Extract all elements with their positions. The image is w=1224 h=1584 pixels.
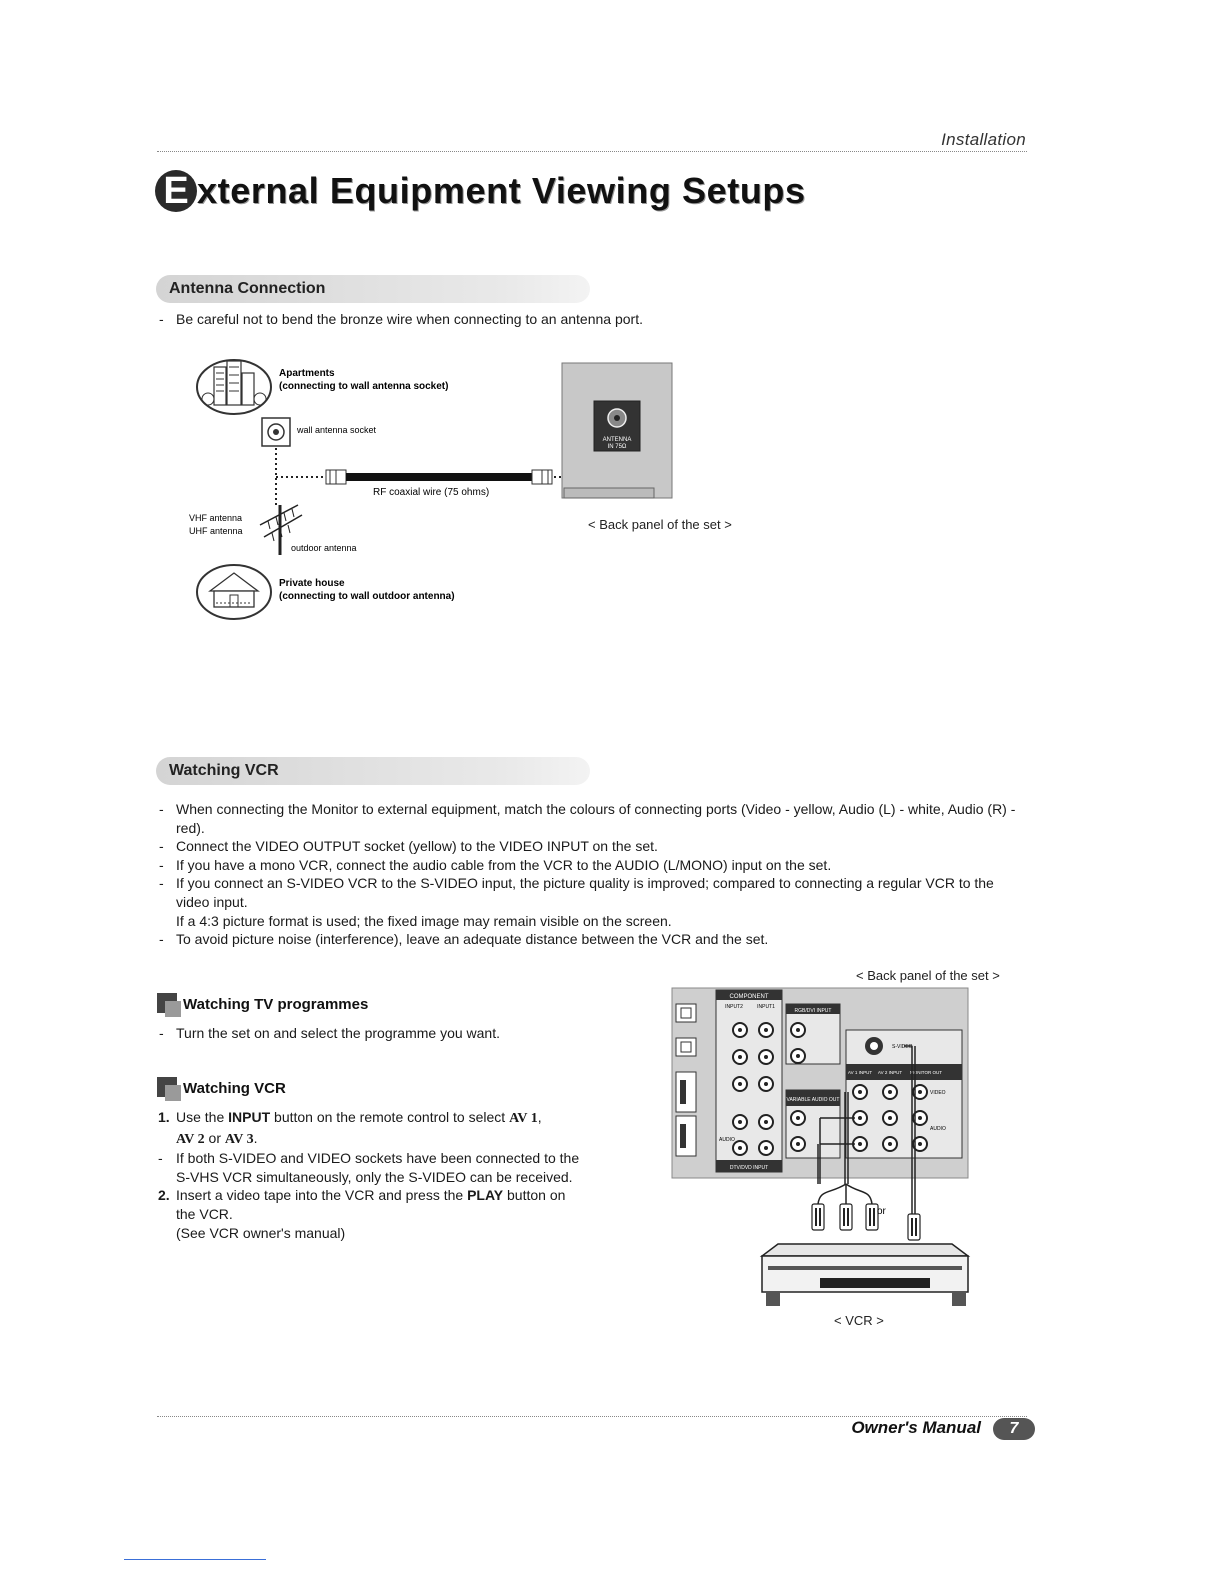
title-initial: E (155, 170, 197, 212)
wall-socket-label: wall antenna socket (297, 425, 377, 435)
rgb-dvi-label: RGB/DVI INPUT (794, 1008, 832, 1014)
vcr-step-2-note: (See VCR owner's manual) (176, 1224, 346, 1241)
vcr-bullet: - Connect the VIDEO OUTPUT socket (yellow) to the VIDEO INPUT on the set. (159, 838, 658, 855)
page-title (155, 170, 806, 212)
section-square-icon (157, 1077, 181, 1099)
antenna-note-text: Be careful not to bend the bronze wire when connecting to an antenna port. (176, 311, 643, 327)
component-label: COMPONENT (729, 994, 769, 1000)
variable-audio-label: VARIABLE AUDIO OUT (786, 1097, 840, 1103)
set-back-panel-antenna (562, 363, 672, 498)
tv-programmes-heading: Watching TV programmes (157, 993, 368, 1015)
monitor-out-label: MONITOR OUT (910, 1070, 942, 1075)
owners-manual-label: Owner's Manual (851, 1418, 981, 1437)
vcr-caption: < VCR > (834, 1313, 884, 1328)
or-label: or (877, 1206, 886, 1217)
vcr-back-panel-caption: < Back panel of the set > (856, 968, 1000, 983)
header-divider (157, 151, 1027, 152)
audio-label-component: AUDIO (719, 1137, 735, 1143)
s-video-label: S-VIDEO (892, 1044, 913, 1050)
vcr-step-1-note: - If both S-VIDEO and VIDEO sockets have been connected to the S-VHS VCR simultaneously, only the S-VIDEO can be received. (158, 1150, 580, 1185)
watching-vcr-subheading: Watching VCR (157, 1077, 286, 1099)
dtv-input-label: DTV/DVD INPUT (729, 1165, 769, 1171)
vcr-bullet: - When connecting the Monitor to external equipment, match the colours of connecting ports (Video - yellow, Audio (L) - white, Audio (R) -red). (159, 801, 1016, 836)
vcr-bullet: - To avoid picture noise (interference), leave an adequate distance between the VCR and the set. (159, 931, 769, 948)
vcr-bullet-extra: If a 4:3 picture format is used; the fixed image may remain visible on the screen. (176, 912, 672, 929)
house-icon (197, 565, 271, 619)
vcr-bullet: - If you have a mono VCR, connect the audio cable from the VCR to the AUDIO (L/MONO) input on the set. (159, 856, 832, 873)
wall-socket-icon (262, 418, 290, 446)
apartment-building-icon (197, 360, 271, 414)
apartments-title: Apartments (279, 368, 335, 379)
av1-input-label: AV 1 INPUT (847, 1070, 873, 1075)
antenna-note: - Be careful not to bend the bronze wire when connecting to an antenna port. (159, 311, 643, 327)
antenna-port-label-1: ANTENNA (602, 437, 632, 443)
tv-programmes-text: - Turn the set on and select the programme you want. (159, 1025, 500, 1041)
rca-plugs (812, 1204, 920, 1240)
av2-input-label: AV 2 INPUT (877, 1070, 903, 1075)
vcr-steps (157, 1108, 587, 1242)
input1-label: INPUT1 (757, 1004, 775, 1010)
audio-label-av: AUDIO (930, 1126, 946, 1132)
outdoor-label: outdoor antenna (291, 543, 357, 553)
vcr-step-2: 2. Insert a video tape into the VCR and press the PLAY button on the VCR. (158, 1187, 566, 1222)
vcr-device-icon (762, 1244, 968, 1306)
footer-divider (157, 1416, 1027, 1417)
vcr-connection-diagram (670, 984, 990, 1330)
apartments-sub: (connecting to wall antenna socket) (279, 381, 449, 392)
vcr-step-1: 1. Use the INPUT button on the remote control to select AV 1, AV 2 or AV 3. (158, 1109, 542, 1147)
house-title: Private house (279, 578, 345, 589)
title-text: xternal Equipment Viewing Setups (197, 170, 806, 211)
antenna-diagram (180, 355, 700, 630)
bottom-link-line[interactable] (124, 1559, 266, 1560)
vhf-label: VHF antenna (189, 513, 243, 523)
video-label: VIDEO (930, 1090, 946, 1096)
vcr-heading: Watching VCR (156, 757, 590, 785)
vcr-bullet: - If you connect an S-VIDEO VCR to the S-VIDEO input, the picture quality is improved; compared to connecting a regular VCR to the video input. (159, 875, 994, 910)
vcr-bullet-list (157, 800, 1027, 949)
antenna-heading: Antenna Connection (156, 275, 590, 303)
coax-cable-icon (326, 470, 552, 484)
section-square-icon (157, 993, 181, 1015)
coax-label: RF coaxial wire (75 ohms) (373, 487, 490, 498)
input2-label: INPUT2 (725, 1004, 743, 1010)
section-label: Installation (941, 130, 1026, 149)
house-sub: (connecting to wall outdoor antenna) (279, 591, 455, 602)
antenna-back-panel-caption: < Back panel of the set > (588, 517, 732, 532)
uhf-label: UHF antenna (189, 526, 243, 536)
page-number-badge: 7 (993, 1418, 1035, 1440)
antenna-port-label-2: IN 75Ω (607, 444, 627, 450)
